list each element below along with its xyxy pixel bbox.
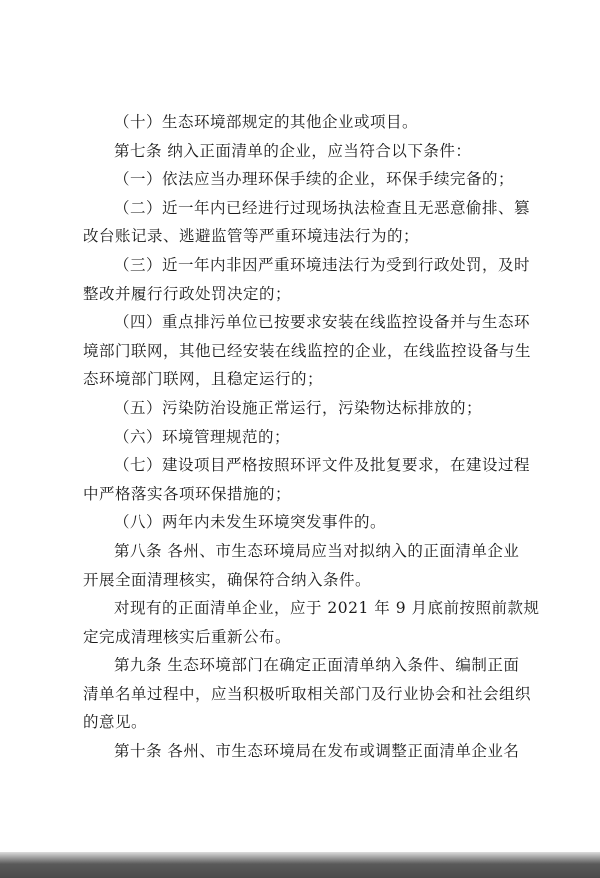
text-line: （十）生态环境部规定的其他企业或项目。 bbox=[114, 113, 419, 131]
text-line: （七）建设项目严格按照环评文件及批复要求，在建设过程 bbox=[114, 456, 531, 475]
paragraph-article-7 bbox=[83, 137, 529, 166]
text-line: 态环境部门联网，且稳定运行的； bbox=[83, 370, 324, 389]
paragraph-condition-1 bbox=[83, 165, 529, 194]
text-line: （五）污染防治设施正常运行，污染物达标排放的； bbox=[114, 398, 483, 417]
text-line: 中严格落实各项环保措施的； bbox=[83, 484, 292, 503]
paragraph-condition-7 bbox=[83, 451, 529, 508]
text-line: （四）重点排污单位已按要求安装在线监控设备并与生态环 bbox=[114, 313, 531, 332]
paragraph-condition-4 bbox=[83, 308, 532, 394]
paragraph-article-10 bbox=[83, 737, 529, 766]
text-line: （八）两年内未发生环境突发事件的。 bbox=[114, 513, 387, 532]
text-line: 第十条 各州、市生态环境局在发布或调整正面清单企业名 bbox=[114, 742, 520, 761]
paragraph-article-9 bbox=[83, 651, 532, 737]
text-line: 第九条 生态环境部门在确定正面清单纳入条件、编制正面 bbox=[114, 656, 520, 675]
text-line: （二）近一年内已经进行过现场执法检查且无恶意偷排、篡 bbox=[114, 198, 531, 217]
text-line: 清单名单过程中，应当积极听取相关部门及行业协会和社会组织 bbox=[83, 684, 532, 703]
text-line: 定完成清理核实后重新公布。 bbox=[83, 627, 292, 646]
paragraph-article-8 bbox=[83, 537, 529, 594]
paragraph-condition-2 bbox=[83, 194, 529, 251]
text-line: 改台账记录、逃避监管等严重环境违法行为的； bbox=[83, 227, 420, 246]
paragraph-condition-6 bbox=[83, 423, 529, 452]
text-line: （六）环境管理规范的； bbox=[114, 427, 291, 446]
text-line: 境部门联网，其他已经安装在线监控的企业，在线监控设备与生 bbox=[83, 341, 532, 360]
page-bottom-shadow bbox=[0, 852, 600, 878]
text-line: 对现有的正面清单企业，应于 2021 年 9 月底前按照前款规 bbox=[114, 599, 540, 618]
text-line: 第八条 各州、市生态环境局应当对拟纳入的正面清单企业 bbox=[114, 541, 520, 560]
paragraph-existing-list bbox=[83, 594, 540, 651]
text-line: 第七条 纳入正面清单的企业，应当符合以下条件： bbox=[114, 141, 472, 160]
document-body bbox=[83, 108, 540, 766]
paragraph-condition-8 bbox=[83, 508, 529, 537]
text-line: （一）依法应当办理环保手续的企业，环保手续完备的； bbox=[114, 170, 515, 189]
text-line: 开展全面清理核实，确保符合纳入条件。 bbox=[83, 570, 372, 589]
text-line: 的意见。 bbox=[83, 713, 148, 732]
text-line: 整改并履行行政处罚决定的； bbox=[83, 284, 292, 303]
paragraph-condition-5 bbox=[83, 394, 529, 423]
text-line: （三）近一年内非因严重环境违法行为受到行政处罚，及时 bbox=[114, 255, 531, 274]
paragraph-item-10 bbox=[83, 108, 529, 137]
paragraph-condition-3 bbox=[83, 251, 529, 308]
